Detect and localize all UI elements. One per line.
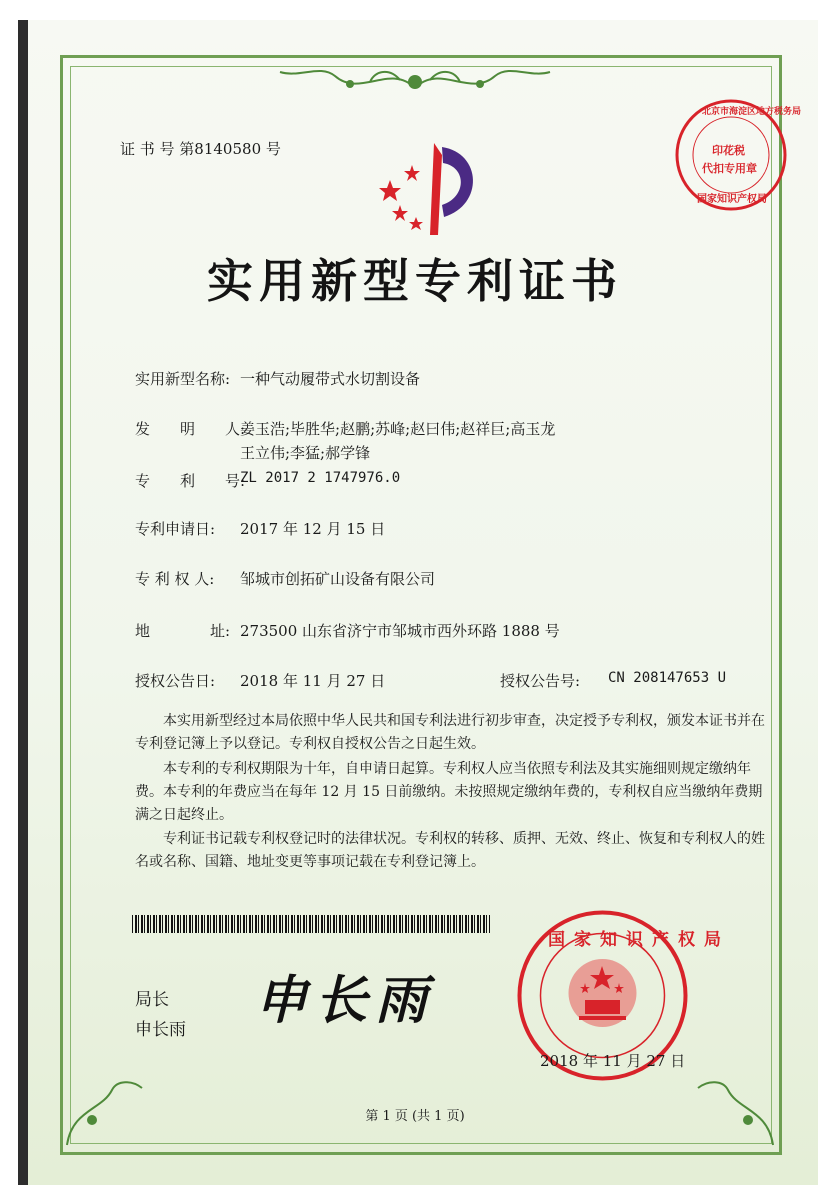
barcode <box>132 915 490 933</box>
page-indicator: 第 1 页 (共 1 页) <box>365 1109 465 1124</box>
utility-model-name-value: 一种气动履带式水切割设备 <box>240 370 421 388</box>
inventor-label: 发 明 人: <box>135 420 246 438</box>
body-paragraph-2: 本专利的专利权期限为十年，自申请日起算。专利权人应当依照专利法及其实施细则规定缴纳年费。本专利的年费应当在每年 12 月 15 日前缴纳。未按照规定缴纳年费的，专利权自应当缴纳年费期满之日起终止。 <box>135 761 763 823</box>
director-name: 申长雨 <box>135 1020 186 1040</box>
inventor-line-2: 王立伟;李猛;郝学锋 <box>240 444 371 462</box>
filing-date-value: 2017 年 12 月 15 日 <box>240 520 386 538</box>
utility-model-name-label: 实用新型名称: <box>135 370 231 388</box>
patentee-label: 专 利 权 人: <box>135 570 215 588</box>
seal-date: 2018 年 11 月 27 日 <box>540 1052 686 1070</box>
body-paragraph-1: 本实用新型经过本局依照中华人民共和国专利法进行初步审查，决定授予专利权，颁发本证书并在专利登记簿上予以登记。专利权自授权公告之日起生效。 <box>135 713 765 752</box>
national-seal-text: 国家知识产权局 <box>548 930 730 950</box>
certificate-title: 实用新型专利证书 <box>207 254 623 308</box>
grant-date-label: 授权公告日: <box>135 672 216 690</box>
patent-office-logo-icon <box>372 135 492 240</box>
grant-number-value: CN 208147653 U <box>608 670 727 686</box>
tax-stamp-center-line2: 代扣专用章 <box>702 162 757 175</box>
certificate-number: 证 书 号 第8140580 号 <box>120 140 281 158</box>
grant-date-value: 2018 年 11 月 27 日 <box>240 672 386 690</box>
address-value: 273500 山东省济宁市邹城市西外环路 1888 号 <box>240 622 560 640</box>
patent-number-value: ZL 2017 2 1747976.0 <box>240 470 401 486</box>
address-label: 地 址: <box>135 622 231 640</box>
patentee-value: 邹城市创拓矿山设备有限公司 <box>240 570 436 588</box>
director-title: 局长 <box>135 990 169 1010</box>
patent-number-label: 专 利 号: <box>135 472 246 490</box>
grant-number-label: 授权公告号: <box>500 672 581 690</box>
body-paragraph-3: 专利证书记载专利权登记时的法律状况。专利权的转移、质押、无效、终止、恢复和专利权人的姓名或名称、国籍、地址变更等事项记载在专利登记簿上。 <box>135 831 765 870</box>
tax-stamp-bottom-text: 国家知识产权局 <box>697 194 767 205</box>
tax-stamp-center-line1: 印花税 <box>712 144 745 157</box>
top-ornament-icon <box>250 58 580 106</box>
director-signature: 申长雨 <box>255 970 436 1031</box>
tax-stamp-ring-text: 北京市海淀区地方税务局 <box>702 107 802 117</box>
filing-date-label: 专利申请日: <box>135 520 216 538</box>
inventor-line-1: 姜玉浩;毕胜华;赵鹏;苏峰;赵曰伟;赵祥巨;高玉龙 <box>240 420 556 438</box>
